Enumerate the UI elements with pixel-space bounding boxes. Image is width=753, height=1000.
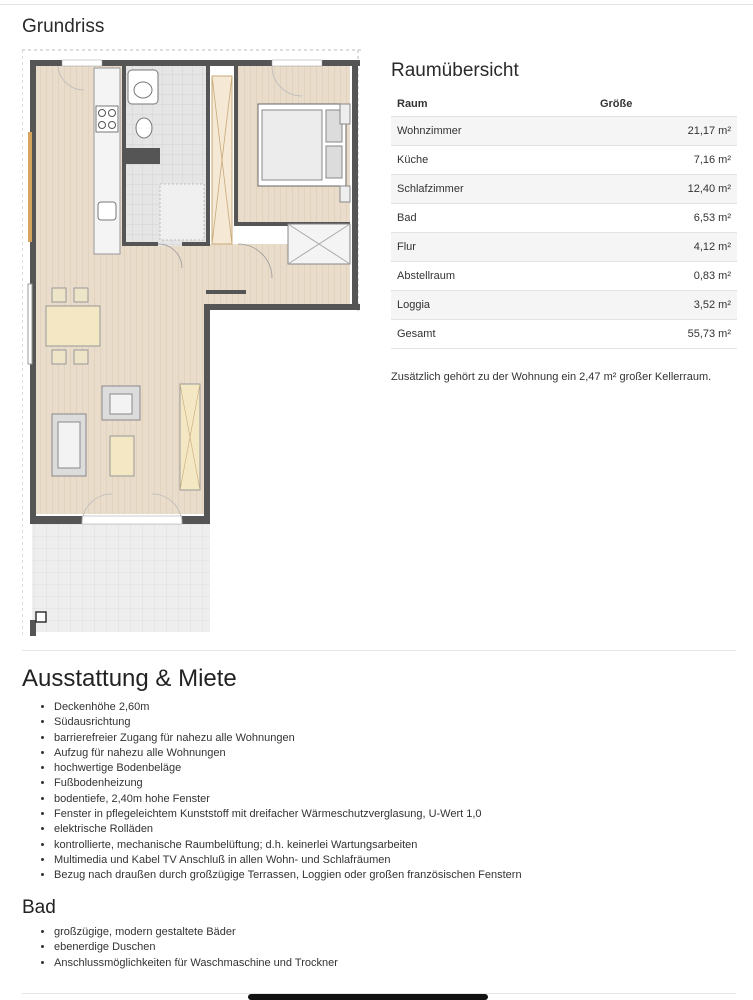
room-size: 7,16 m² bbox=[594, 146, 737, 175]
floorplan-image bbox=[22, 44, 362, 636]
home-indicator[interactable] bbox=[248, 994, 488, 1000]
room-name: Gesamt bbox=[391, 320, 594, 349]
list-item: • Fußbodenheizung bbox=[54, 776, 522, 791]
room-overview-title: Raumübersicht bbox=[391, 60, 519, 81]
list-item: • kontrollierte, mechanische Raumbelüftung; d.h. keinerlei Wartungsarbeiten bbox=[54, 838, 522, 853]
list-item: • Deckenhöhe 2,60m bbox=[54, 700, 522, 715]
table-row bbox=[391, 117, 737, 146]
room-size: 0,83 m² bbox=[594, 262, 737, 291]
list-item: • Bezug nach draußen durch großzügige Terrassen, Loggien oder großen französischen Fenstern bbox=[54, 868, 522, 883]
floorplan-heading: Grundriss bbox=[22, 16, 105, 37]
room-name: Schlafzimmer bbox=[391, 175, 594, 204]
kitchen-counter bbox=[94, 68, 120, 254]
table-row bbox=[391, 146, 737, 175]
list-item: • Fenster in pflegeleichtem Kunststoff mit dreifacher Wärmeschutzverglasung, U-Wert 1,0 bbox=[54, 807, 522, 822]
bathroom-heading: Bad bbox=[22, 897, 56, 918]
table-row bbox=[391, 175, 737, 204]
list-item: • Anschlussmöglichkeiten für Waschmaschine und Trockner bbox=[54, 956, 338, 971]
list-item: • Aufzug für nahezu alle Wohnungen bbox=[54, 746, 522, 761]
list-item: • elektrische Rolläden bbox=[54, 822, 522, 837]
list-item: • bodentiefe, 2,40m hohe Fenster bbox=[54, 792, 522, 807]
room-size: 4,12 m² bbox=[594, 233, 737, 262]
table-row bbox=[391, 291, 737, 320]
bathroom-list bbox=[22, 925, 338, 971]
list-item: • barrierefreier Zugang für nahezu alle Wohnungen bbox=[54, 731, 522, 746]
room-table bbox=[391, 92, 737, 349]
table-row bbox=[391, 233, 737, 262]
coffee-table bbox=[110, 436, 134, 476]
room-name: Flur bbox=[391, 233, 594, 262]
room-size: 3,52 m² bbox=[594, 291, 737, 320]
list-item: • ebenerdige Duschen bbox=[54, 940, 338, 955]
table-row bbox=[391, 262, 737, 291]
room-size: 55,73 m² bbox=[594, 320, 737, 349]
list-item: • hochwertige Bodenbeläge bbox=[54, 761, 522, 776]
room-name: Bad bbox=[391, 204, 594, 233]
room-name: Loggia bbox=[391, 291, 594, 320]
room-size: 21,17 m² bbox=[594, 117, 737, 146]
table-row-total bbox=[391, 320, 737, 349]
table-row bbox=[391, 204, 737, 233]
column-header-size: Größe bbox=[594, 92, 737, 117]
cellar-note: Zusätzlich gehört zu der Wohnung ein 2,47 m² großer Kellerraum. bbox=[391, 371, 712, 383]
dining-table bbox=[46, 306, 100, 346]
section-divider bbox=[22, 650, 736, 651]
list-item: • Südausrichtung bbox=[54, 715, 522, 730]
list-item: • Multimedia und Kabel TV Anschluß in allen Wohn- und Schlafräumen bbox=[54, 853, 522, 868]
top-divider bbox=[0, 4, 753, 5]
features-heading: Ausstattung & Miete bbox=[22, 665, 237, 692]
features-list bbox=[22, 700, 522, 884]
room-name: Abstellraum bbox=[391, 262, 594, 291]
room-name: Küche bbox=[391, 146, 594, 175]
room-overview bbox=[391, 60, 738, 383]
room-size: 12,40 m² bbox=[594, 175, 737, 204]
room-size: 6,53 m² bbox=[594, 204, 737, 233]
loggia-floor bbox=[32, 524, 210, 632]
room-name: Wohnzimmer bbox=[391, 117, 594, 146]
room-table-header bbox=[391, 92, 737, 117]
column-header-room: Raum bbox=[391, 92, 594, 117]
list-item: • großzügige, modern gestaltete Bäder bbox=[54, 925, 338, 940]
